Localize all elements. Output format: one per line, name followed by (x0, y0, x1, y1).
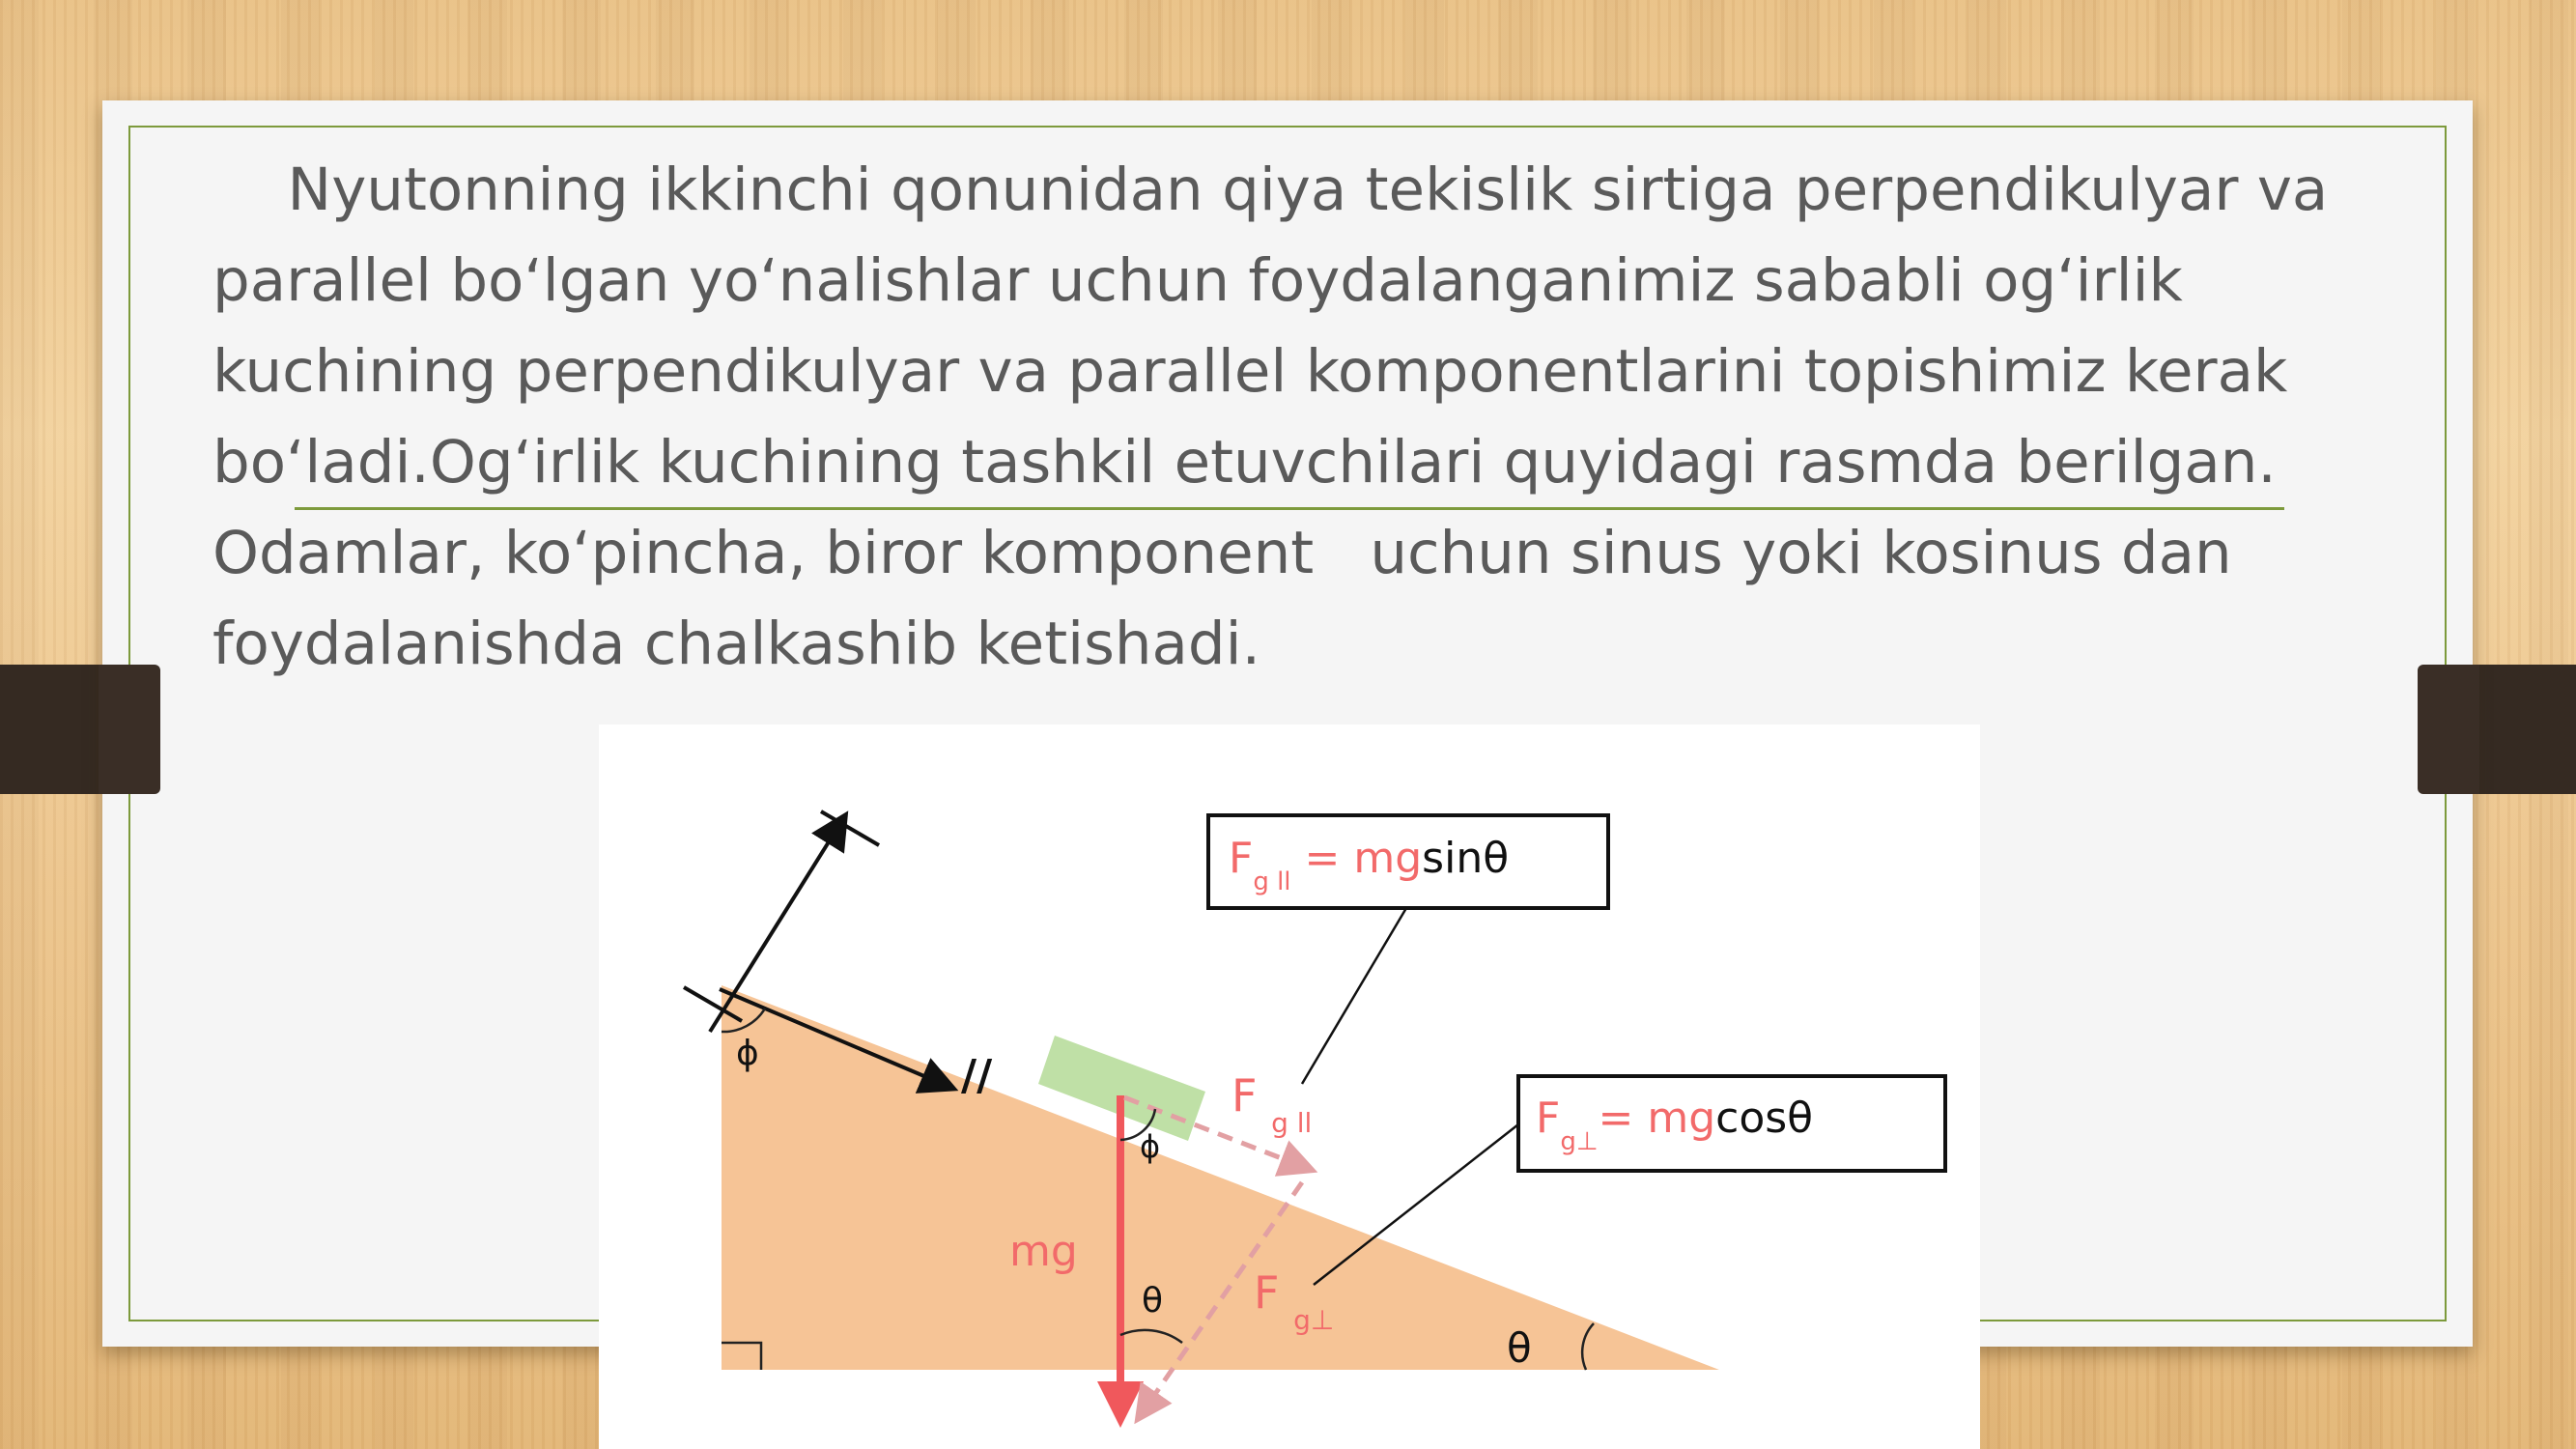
fg-parallel-sub: g ll (1271, 1107, 1313, 1139)
left-tab-strip (0, 665, 102, 794)
box-par-F: F (1229, 834, 1254, 883)
parallel-mark: // (961, 1051, 993, 1100)
perpendicular-arrow (710, 817, 844, 1032)
right-tab (2418, 665, 2479, 794)
text-underline (295, 507, 2284, 510)
diagram-svg (599, 724, 1980, 1449)
left-tab (99, 665, 160, 794)
fg-perp-F: F (1254, 1266, 1280, 1319)
angle-theta-center: θ (1142, 1281, 1164, 1321)
angle-theta-base: θ (1507, 1324, 1532, 1372)
mg-label: mg (1009, 1227, 1078, 1276)
box-perp-F: F (1536, 1094, 1561, 1143)
paragraph-line: Odamlar, ko‘pincha, biror komponent uchun sinus yoki kosinus dan (212, 519, 2232, 587)
box-perp-mg: mg (1647, 1094, 1716, 1143)
inclined-plane-diagram (599, 724, 1980, 1449)
fg-perp-sub: g⊥ (1293, 1304, 1335, 1336)
right-tab-strip (2473, 665, 2576, 794)
paragraph-line: bo‘ladi.Og‘irlik kuchining tashkil etuvchilari quyidagi rasmda berilgan. (212, 428, 2277, 497)
box-perp-trig: cosθ (1715, 1094, 1814, 1143)
paragraph-line: Nyutonning ikkinchi qonunidan qiya tekislik sirtiga perpendikulyar va (212, 156, 2329, 224)
box-par-eq: = (1290, 834, 1354, 883)
paragraph-line: kuchining perpendikulyar va parallel komponentlarini topishimiz kerak (212, 337, 2288, 406)
fg-parallel-F: F (1231, 1069, 1258, 1122)
fg-parallel-label (1231, 1069, 1312, 1139)
box-perp-sub: g⊥ (1560, 1127, 1599, 1156)
box-par-sub: g ll (1253, 867, 1291, 896)
box-perp-eq: = (1598, 1094, 1648, 1143)
paragraph-line: parallel bo‘lgan yo‘nalishlar uchun foydalanganimiz sababli og‘irlik (212, 246, 2183, 315)
incline-triangle (722, 985, 1719, 1370)
leader-line-par (1302, 908, 1406, 1084)
slide-paragraph (212, 145, 2395, 690)
box-par-mg: mg (1353, 834, 1423, 883)
angle-phi-block: ϕ (1140, 1128, 1161, 1165)
angle-phi-top: ϕ (736, 1034, 759, 1073)
paragraph-line: foydalanishda chalkashib ketishadi. (212, 610, 1260, 678)
box-par-trig: sinθ (1422, 834, 1510, 883)
